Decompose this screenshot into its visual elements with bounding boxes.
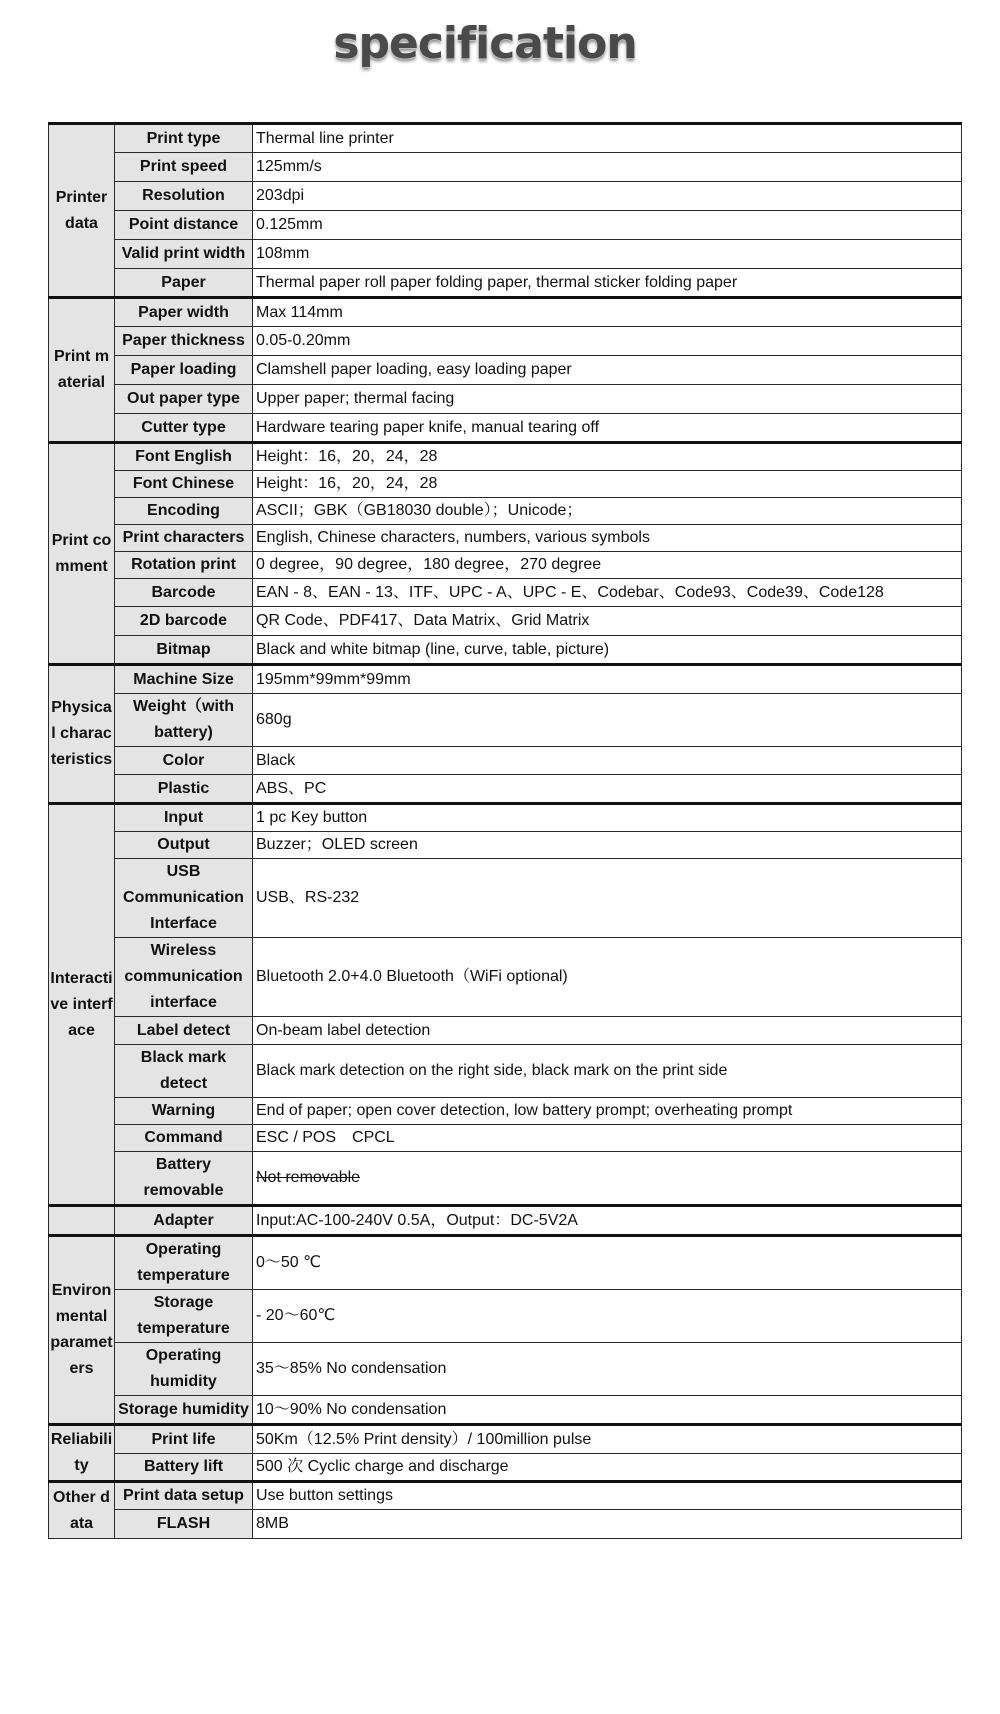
spec-row [49, 694, 962, 747]
spec-row [49, 1125, 962, 1152]
specification-table [48, 122, 962, 1539]
spec-row [49, 804, 962, 832]
spec-value: Max 114mm [253, 298, 962, 327]
spec-value: USB、RS-232 [253, 859, 962, 938]
spec-value: 10～90% No condensation [253, 1396, 962, 1425]
spec-value: Input:AC-100-240V 0.5A，Output：DC-5V2A [253, 1206, 962, 1236]
spec-value: Thermal paper roll paper folding paper, thermal sticker folding paper [253, 269, 962, 298]
spec-label: Point distance [115, 211, 253, 240]
spec-value: ABS、PC [253, 775, 962, 804]
spec-label: Command [115, 1125, 253, 1152]
spec-label: Paper [115, 269, 253, 298]
spec-value: Black [253, 747, 962, 775]
spec-row [49, 269, 962, 298]
spec-label: Resolution [115, 182, 253, 211]
spec-row [49, 327, 962, 356]
spec-value: Use button settings [253, 1482, 962, 1510]
spec-value: Clamshell paper loading, easy loading paper [253, 356, 962, 385]
spec-value: 125mm/s [253, 153, 962, 182]
spec-label: Storage temperature [115, 1290, 253, 1343]
spec-value: ASCII；GBK（GB18030 double）；Unicode； [253, 498, 962, 525]
spec-label: Label detect [115, 1017, 253, 1045]
spec-label: Plastic [115, 775, 253, 804]
spec-row [49, 1206, 962, 1236]
spec-label: Font English [115, 443, 253, 471]
spec-label: Print data setup [115, 1482, 253, 1510]
spec-label: Weight（with battery) [115, 694, 253, 747]
spec-label: Font Chinese [115, 471, 253, 498]
spec-value: 108mm [253, 240, 962, 269]
spec-value: 0 degree，90 degree，180 degree，270 degree [253, 552, 962, 579]
section-group-label: Reliability [49, 1425, 115, 1482]
spec-row [49, 607, 962, 636]
spec-row [49, 1152, 962, 1206]
spec-row [49, 414, 962, 443]
spec-row [49, 552, 962, 579]
spec-label: Paper width [115, 298, 253, 327]
spec-row [49, 665, 962, 694]
spec-label: Cutter type [115, 414, 253, 443]
spec-row [49, 443, 962, 471]
spec-row [49, 153, 962, 182]
spec-row [49, 1017, 962, 1045]
spec-value: 203dpi [253, 182, 962, 211]
spec-row [49, 182, 962, 211]
spec-value: Hardware tearing paper knife, manual tearing off [253, 414, 962, 443]
spec-row [49, 211, 962, 240]
spec-label: Output [115, 832, 253, 859]
spec-value: 0～50 ℃ [253, 1236, 962, 1290]
spec-label: Rotation print [115, 552, 253, 579]
spec-value: 35～85% No condensation [253, 1343, 962, 1396]
spec-row [49, 1343, 962, 1396]
spec-row [49, 1482, 962, 1510]
spec-label: USB Communication Interface [115, 859, 253, 938]
spec-value: ESC / POS CPCL [253, 1125, 962, 1152]
spec-value: 0.125mm [253, 211, 962, 240]
spec-row [49, 938, 962, 1017]
spec-row [49, 1425, 962, 1454]
spec-value: Bluetooth 2.0+4.0 Bluetooth（WiFi optional) [253, 938, 962, 1017]
spec-value: Upper paper; thermal facing [253, 385, 962, 414]
spec-label: Wireless communication interface [115, 938, 253, 1017]
spec-label: Adapter [115, 1206, 253, 1236]
spec-label: Black mark detect [115, 1045, 253, 1098]
spec-row [49, 747, 962, 775]
spec-value: On-beam label detection [253, 1017, 962, 1045]
spec-row [49, 124, 962, 153]
section-group-label [49, 1206, 115, 1236]
spec-value: 195mm*99mm*99mm [253, 665, 962, 694]
spec-value: EAN - 8、EAN - 13、ITF、UPC - A、UPC - E、Codebar、Code93、Code39、Code128 [253, 579, 962, 607]
section-group-label: Printer data [49, 124, 115, 298]
spec-label: 2D barcode [115, 607, 253, 636]
spec-row [49, 1045, 962, 1098]
spec-label: Operating temperature [115, 1236, 253, 1290]
spec-label: Warning [115, 1098, 253, 1125]
spec-label: Print type [115, 124, 253, 153]
spec-value: 8MB [253, 1510, 962, 1539]
spec-label: Bitmap [115, 636, 253, 665]
spec-label: Battery removable [115, 1152, 253, 1206]
spec-label: Valid print width [115, 240, 253, 269]
spec-label: Paper thickness [115, 327, 253, 356]
spec-value: Black and white bitmap (line, curve, table, picture) [253, 636, 962, 665]
spec-value: Buzzer；OLED screen [253, 832, 962, 859]
spec-row [49, 859, 962, 938]
section-group-label: Physical characteristics [49, 665, 115, 804]
spec-label: Color [115, 747, 253, 775]
spec-label: Battery lift [115, 1454, 253, 1482]
spec-value: - 20～60℃ [253, 1290, 962, 1343]
spec-label: Input [115, 804, 253, 832]
spec-value: 50Km（12.5% Print density）/ 100million pulse [253, 1425, 962, 1454]
spec-label: Print speed [115, 153, 253, 182]
spec-row [49, 471, 962, 498]
spec-row [49, 1290, 962, 1343]
spec-value: Height：16，20，24，28 [253, 443, 962, 471]
spec-value: Height：16，20，24，28 [253, 471, 962, 498]
spec-value: Black mark detection on the right side, black mark on the print side [253, 1045, 962, 1098]
spec-row [49, 832, 962, 859]
section-group-label: Print material [49, 298, 115, 443]
spec-row [49, 775, 962, 804]
spec-row [49, 1510, 962, 1539]
spec-label: Out paper type [115, 385, 253, 414]
spec-row [49, 1396, 962, 1425]
spec-row [49, 636, 962, 665]
spec-value: 0.05-0.20mm [253, 327, 962, 356]
spec-row [49, 240, 962, 269]
page-title: specification [333, 18, 637, 69]
spec-value [253, 1152, 962, 1206]
spec-value: 1 pc Key button [253, 804, 962, 832]
spec-row [49, 498, 962, 525]
spec-label: Paper loading [115, 356, 253, 385]
spec-label: Machine Size [115, 665, 253, 694]
spec-label: Print characters [115, 525, 253, 552]
section-group-label: Other data [49, 1482, 115, 1539]
spec-label: FLASH [115, 1510, 253, 1539]
spec-row [49, 525, 962, 552]
spec-value: English, Chinese characters, numbers, various symbols [253, 525, 962, 552]
spec-label: Storage humidity [115, 1396, 253, 1425]
spec-label: Barcode [115, 579, 253, 607]
spec-row [49, 356, 962, 385]
section-group-label: Print comment [49, 443, 115, 665]
spec-value-text: Not removable [256, 1169, 361, 1186]
spec-row [49, 579, 962, 607]
spec-label: Print life [115, 1425, 253, 1454]
section-group-label: Interactive interface [49, 804, 115, 1206]
spec-value: QR Code、PDF417、Data Matrix、Grid Matrix [253, 607, 962, 636]
spec-value: 680g [253, 694, 962, 747]
spec-label: Encoding [115, 498, 253, 525]
spec-row [49, 1098, 962, 1125]
spec-row [49, 1454, 962, 1482]
spec-value: Thermal line printer [253, 124, 962, 153]
spec-value: End of paper; open cover detection, low battery prompt; overheating prompt [253, 1098, 962, 1125]
spec-value: 500 次 Cyclic charge and discharge [253, 1454, 962, 1482]
spec-row [49, 385, 962, 414]
spec-label: Operating humidity [115, 1343, 253, 1396]
specification-table-body [49, 124, 962, 1539]
spec-row [49, 298, 962, 327]
section-group-label: Environmental parameters [49, 1236, 115, 1425]
spec-row [49, 1236, 962, 1290]
